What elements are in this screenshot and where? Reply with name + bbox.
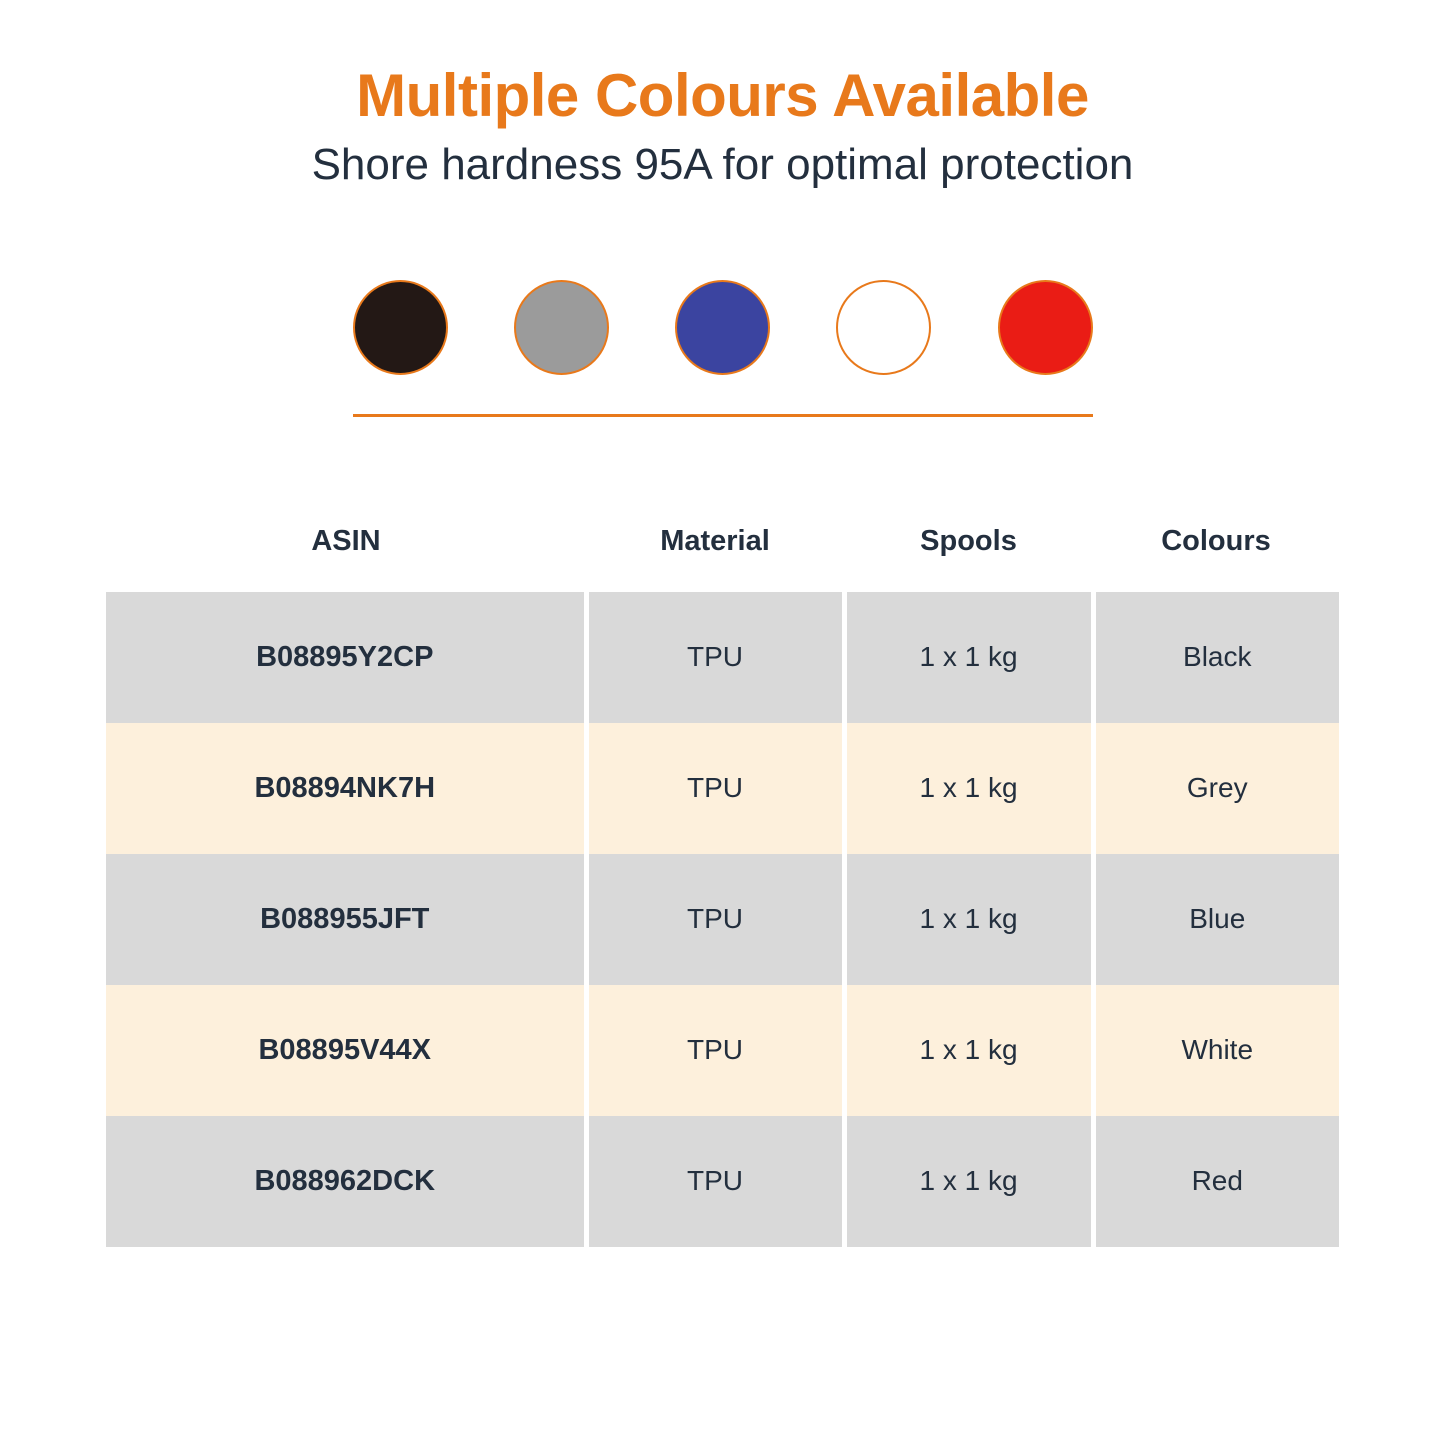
grey-swatch <box>514 280 609 375</box>
colour-swatch-area <box>0 280 1445 417</box>
colour-swatch-row <box>353 280 1093 375</box>
table-row <box>106 723 1339 854</box>
cell-colour: Red <box>1093 1116 1339 1247</box>
table-row <box>106 985 1339 1116</box>
cell-spools: 1 x 1 kg <box>844 592 1093 723</box>
cell-material: TPU <box>586 985 844 1116</box>
table-header-row <box>106 525 1339 592</box>
blue-swatch <box>675 280 770 375</box>
column-header-asin: ASIN <box>106 525 586 592</box>
black-swatch <box>353 280 448 375</box>
column-header-material: Material <box>586 525 844 592</box>
cell-asin: B08894NK7H <box>106 723 586 854</box>
table-row <box>106 854 1339 985</box>
cell-spools: 1 x 1 kg <box>844 1116 1093 1247</box>
cell-spools: 1 x 1 kg <box>844 854 1093 985</box>
cell-colour: Black <box>1093 592 1339 723</box>
cell-colour: White <box>1093 985 1339 1116</box>
table-row <box>106 592 1339 723</box>
cell-spools: 1 x 1 kg <box>844 723 1093 854</box>
cell-colour: Blue <box>1093 854 1339 985</box>
cell-asin: B088955JFT <box>106 854 586 985</box>
cell-asin: B088962DCK <box>106 1116 586 1247</box>
column-header-spools: Spools <box>844 525 1093 592</box>
cell-material: TPU <box>586 592 844 723</box>
header <box>0 0 1445 192</box>
cell-colour: Grey <box>1093 723 1339 854</box>
red-swatch <box>998 280 1093 375</box>
cell-material: TPU <box>586 723 844 854</box>
white-swatch <box>836 280 931 375</box>
cell-asin: B08895Y2CP <box>106 592 586 723</box>
spec-table-wrap <box>0 525 1445 1247</box>
cell-spools: 1 x 1 kg <box>844 985 1093 1116</box>
cell-asin: B08895V44X <box>106 985 586 1116</box>
swatch-underline-divider <box>353 414 1093 417</box>
table-row <box>106 1116 1339 1247</box>
page-title: Multiple Colours Available <box>356 62 1089 129</box>
page-subtitle: Shore hardness 95A for optimal protection <box>311 140 1134 190</box>
column-header-colours: Colours <box>1093 525 1339 592</box>
spec-table <box>106 525 1339 1247</box>
cell-material: TPU <box>586 1116 844 1247</box>
cell-material: TPU <box>586 854 844 985</box>
